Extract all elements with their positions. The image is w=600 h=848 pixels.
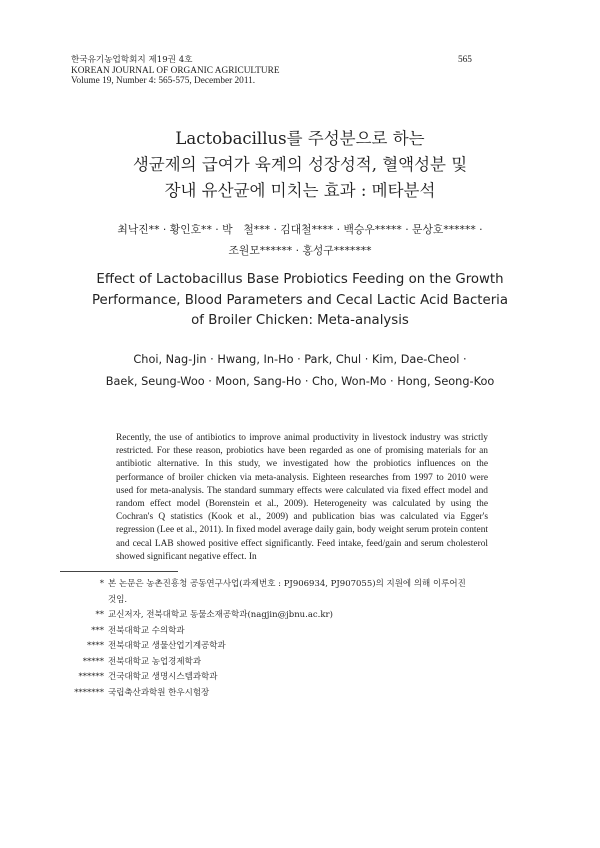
footnote-text: 전북대학교 농업경제학과 xyxy=(108,656,202,667)
english-title xyxy=(0,270,600,332)
footnote-text: 교신저자, 전북대학교 동물소재공학과(nagjin@jbnu.ac.kr) xyxy=(108,610,333,620)
korean-authors-line: 조원모****** · 홍성구******* xyxy=(228,244,372,257)
english-title-line: Performance, Blood Parameters and Cecal Lactic Acid Bacteria xyxy=(91,292,509,308)
footnote-text: 전북대학교 수의학과 xyxy=(108,625,185,636)
english-title-line: of Broiler Chicken: Meta-analysis xyxy=(191,313,409,328)
footnote-mark: ***** xyxy=(82,656,104,667)
footnote xyxy=(60,624,500,640)
footnote-mark: ******* xyxy=(74,687,104,698)
footnote-text: 본 논문은 농촌진흥청 공동연구사업(과제번호 : PJ906934, PJ907055)의 지원에 의해 이루어진 xyxy=(108,579,466,589)
footnote-mark: * xyxy=(99,579,104,589)
english-authors xyxy=(0,349,600,393)
english-authors-line: Choi, Nag-Jin · Hwang, In-Ho · Park, Chul · Kim, Dae-Cheol · xyxy=(133,353,467,366)
korean-title xyxy=(0,126,600,204)
footnote-text: 국립축산과학원 한우시험장 xyxy=(108,687,210,698)
korean-title-line: 생균제의 급여가 육계의 성장성적, 혈액성분 및 xyxy=(132,155,468,174)
page-number: 565 xyxy=(458,55,472,65)
footnote xyxy=(60,686,500,702)
footnote xyxy=(60,577,500,593)
korean-title-line: 장내 유산균에 미치는 효과 : 메타분석 xyxy=(164,181,436,200)
footnote-mark: ** xyxy=(95,610,104,620)
footnote xyxy=(60,670,500,686)
volume-line: Volume 19, Number 4: 565-575, December 2011. xyxy=(71,76,256,87)
footnotes xyxy=(60,577,500,701)
korean-title-line: Lactobacillus를 주성분으로 하는 xyxy=(175,129,425,148)
footnote xyxy=(60,639,500,655)
journal-name-korean: 한국유기농업학회지 제19권 4호 xyxy=(71,55,193,65)
footnote-mark: ****** xyxy=(78,672,104,682)
footnote-text: 전북대학교 생물산업기계공학과 xyxy=(108,641,226,651)
korean-authors xyxy=(0,219,600,261)
footnote-divider xyxy=(60,571,178,572)
footnote-text: 건국대학교 생명시스템과학과 xyxy=(108,672,218,682)
english-authors-line: Baek, Seung-Woo · Moon, Sang-Ho · Cho, Won-Mo · Hong, Seong-Koo xyxy=(105,375,495,388)
journal-header xyxy=(71,55,280,87)
footnote-mark: *** xyxy=(91,625,104,636)
footnote-continuation: 것임. xyxy=(108,594,128,605)
footnote xyxy=(60,608,500,624)
korean-authors-line: 최낙진** · 황인호** · 박 철*** · 김대철**** · 백승우***** · 문상호****** · xyxy=(117,223,483,236)
footnote-mark: **** xyxy=(87,641,104,651)
abstract-text: Recently, the use of antibiotics to improve animal productivity in livestock industry was strictly restricted. For these reason, probiotics have been regarded as one of promising materials for an antibiotic alternative. In this study, we investigated how the probiotics influences on the performance of broiler chicken via meta-analysis. Eighteen researches from 1997 to 2010 were used for meta-analysis. The standard summary effects were calculated via fixed effect model and random effect model (Borenstein et al., 2009). Heterogeneity was calculated by using the Cochran's Q statistics (Kook et al., 2009) and publication bias was calculated via Egger's regression (Lee et al., 2011). In fixed model average daily gain, body weight serum protein content and cecal LAB showed positive effect significantly. Feed intake, feed/gain and serum cholesterol showed significant negative effect. In xyxy=(116,433,488,562)
journal-name-english: KOREAN JOURNAL OF ORGANIC AGRICULTURE xyxy=(71,65,280,76)
footnote xyxy=(60,655,500,671)
english-title-line: Effect of Lactobacillus Base Probiotics Feeding on the Growth xyxy=(96,272,504,287)
